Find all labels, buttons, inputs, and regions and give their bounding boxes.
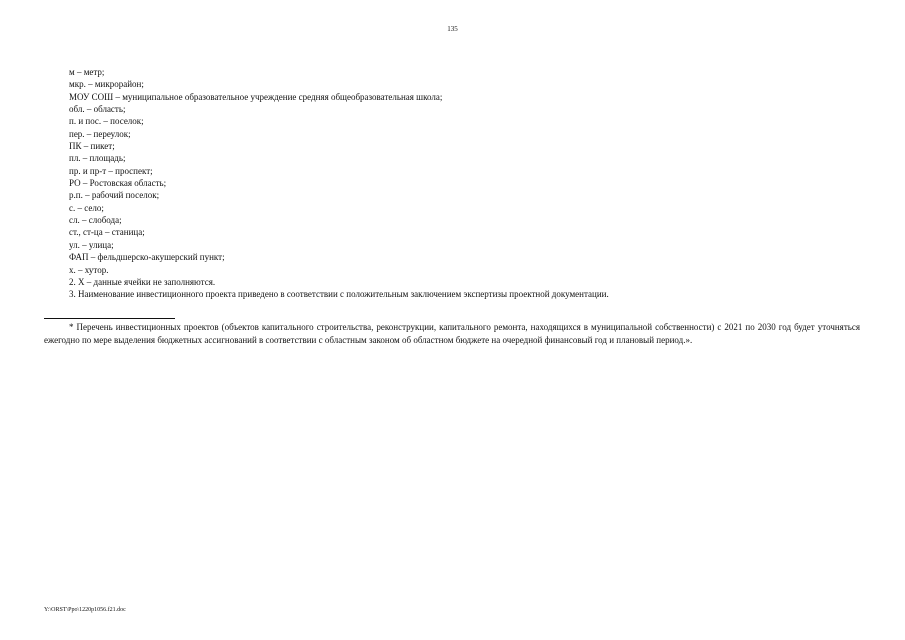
abbreviation-item: х. – хутор. <box>69 264 109 275</box>
abbreviation-item: ФАП – фельдшерско-акушерский пункт; <box>69 252 225 263</box>
abbreviation-item: МОУ СОШ – муниципальное образовательное учреждение средняя общеобразовательная школа; <box>69 91 443 102</box>
abbreviation-item: с. – село; <box>69 202 104 213</box>
abbreviation-item: пр. и пр-т – проспект; <box>69 165 153 176</box>
abbreviation-item: ст., ст-ца – станица; <box>69 227 145 238</box>
abbreviation-item: РО – Ростовская область; <box>69 178 167 189</box>
abbreviation-item: пер. – переулок; <box>69 128 131 139</box>
abbreviation-item: ПК – пикет; <box>69 141 115 152</box>
abbreviation-item: пл. – площадь; <box>69 153 126 164</box>
file-path-footer: Y:\ORST\Ppo\1220p1056.f21.doc <box>44 607 126 613</box>
footnote-text: * Перечень инвестиционных проектов (объектов капитального строительства, реконструкции, капитального ремонта, находящихся в муниципальной собственности) с 2021 по 2030 год будет уточняться ежегодно по мере выделения бюджетных ассигнований в соответствии с областным законом об областном бюджете на очередной финансовый год и плановый период.». <box>44 322 860 345</box>
abbreviation-item: п. и пос. – поселок; <box>69 116 144 127</box>
abbreviation-item: мкр. – микрорайон; <box>69 79 144 90</box>
footnote-separator <box>44 318 175 319</box>
abbreviation-item: ул. – улица; <box>69 239 114 250</box>
abbreviation-item: обл. – область; <box>69 104 126 115</box>
abbreviation-item: сл. – слобода; <box>69 215 122 226</box>
abbreviation-list <box>69 66 869 301</box>
abbreviation-item: м – метр; <box>69 67 105 77</box>
abbreviation-item: р.п. – рабочий поселок; <box>69 190 160 201</box>
note-item: 3. Наименование инвестиционного проекта приведено в соответствии с положительным заключением экспертизы проектной документации. <box>69 289 609 300</box>
page-number: 135 <box>447 25 458 33</box>
note-item: 2. Х – данные ячейки не заполняются. <box>69 276 216 287</box>
